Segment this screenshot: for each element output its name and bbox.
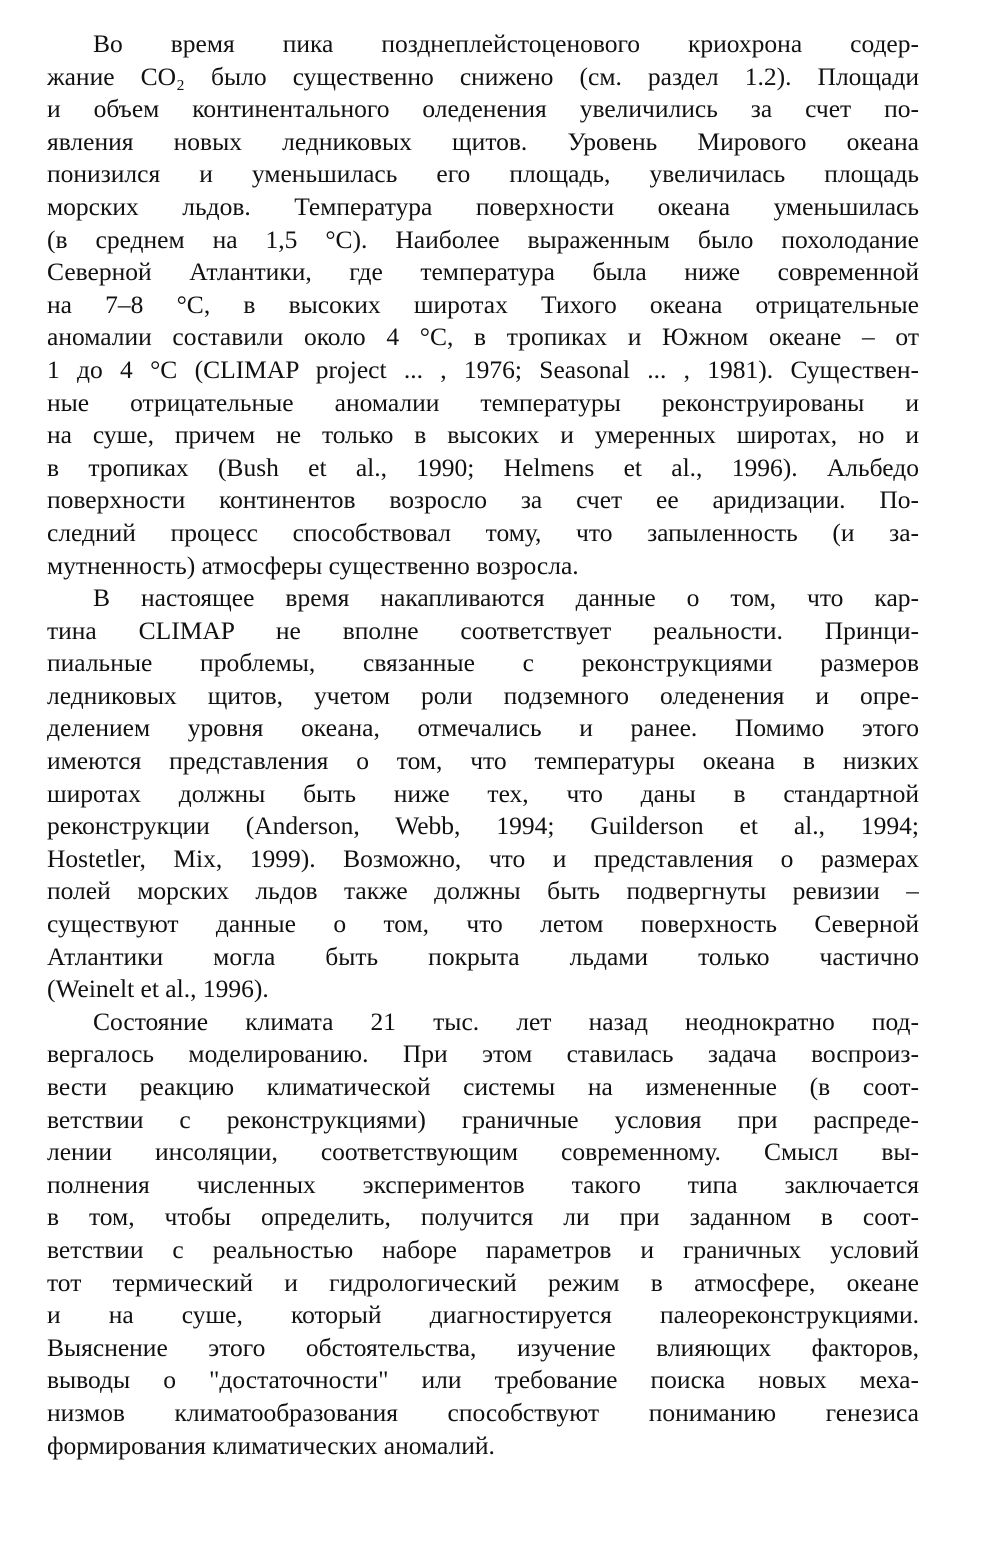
text-line: существуют данные о том, что летом поверхность Северной bbox=[47, 909, 919, 939]
text-line: аномалии составили около 4 °C, в тропиках и Южном океане – от bbox=[47, 322, 919, 352]
text-line: и на суше, который диагностируется палеореконструкциями. bbox=[47, 1300, 919, 1330]
text-line: поверхности континентов возросло за счет ее аридизации. По- bbox=[47, 485, 919, 515]
text-line: Атлантики могла быть покрыта льдами только частично bbox=[47, 941, 919, 971]
text-line: и объем континентального оледенения увеличились за счет по- bbox=[47, 94, 919, 124]
text-line: ледниковых щитов, учетом роли подземного оледенения и опре- bbox=[47, 680, 919, 710]
text-line: следний процесс способствовал тому, что запыленность (и за- bbox=[47, 517, 919, 547]
text-line: мутненность) атмосферы существенно возросла. bbox=[47, 550, 579, 580]
text-line: широтах должны быть ниже тех, что даны в стандартной bbox=[47, 778, 919, 808]
text-line: ные отрицательные аномалии температуры реконструированы и bbox=[47, 387, 919, 417]
text-line: жание CO₂ было существенно снижено (см. раздел 1.2). Площади bbox=[47, 61, 919, 91]
text-line: Северной Атлантики, где температура была ниже современной bbox=[47, 257, 919, 287]
text-line: (в среднем на 1,5 °C). Наиболее выраженным было похолодание bbox=[47, 224, 919, 254]
text-line: понизился и уменьшилась его площадь, увеличилась площадь bbox=[47, 159, 919, 189]
text-line: на суше, причем не только в высоких и умеренных широтах, но и bbox=[47, 420, 919, 450]
text-line: тот термический и гидрологический режим в атмосфере, океане bbox=[47, 1267, 919, 1297]
text-line: низмов климатообразования способствуют пониманию генезиса bbox=[47, 1397, 919, 1427]
text-line: полнения численных экспериментов такого типа заключается bbox=[47, 1169, 919, 1199]
text-line: тина CLIMAP не вполне соответствует реальности. Принци- bbox=[47, 615, 919, 645]
text-line: формирования климатических аномалий. bbox=[47, 1430, 495, 1460]
text-line: Состояние климата 21 тыс. лет назад неоднократно под- bbox=[93, 1006, 919, 1036]
text-line: В настоящее время накапливаются данные о том, что кар- bbox=[93, 583, 919, 613]
text-line: вергалось моделированию. При этом ставилась задача воспроиз- bbox=[47, 1039, 919, 1069]
text-line: имеются представления о том, что температуры океана в низких bbox=[47, 746, 919, 776]
paragraph-2 bbox=[47, 582, 919, 1006]
paragraph-3 bbox=[47, 1006, 919, 1462]
text-line: Hostetler, Mix, 1999). Возможно, что и представления о размерах bbox=[47, 843, 919, 873]
text-line: ветствии с реальностью наборе параметров и граничных условий bbox=[47, 1234, 919, 1264]
text-line: Выяснение этого обстоятельства, изучение влияющих факторов, bbox=[47, 1332, 919, 1362]
text-line: полей морских льдов также должны быть подвергнуты ревизии – bbox=[47, 876, 919, 906]
text-line: лении инсоляции, соответствующим современному. Смысл вы- bbox=[47, 1137, 919, 1167]
text-line: Во время пика позднеплейстоценового криохрона содер- bbox=[93, 29, 919, 58]
text-line: реконструкции (Anderson, Webb, 1994; Guilderson et al., 1994; bbox=[47, 811, 919, 841]
document-page bbox=[47, 28, 919, 1462]
text-line: вести реакцию климатической системы на измененные (в соот- bbox=[47, 1072, 919, 1101]
text-line: выводы о "достаточности" или требование поиска новых меха- bbox=[47, 1365, 919, 1395]
text-line: в том, чтобы определить, получится ли при заданном в соот- bbox=[47, 1202, 919, 1232]
text-line: ветствии с реконструкциями) граничные условия при распреде- bbox=[47, 1104, 919, 1134]
text-line: пиальные проблемы, связанные с реконструкциями размеров bbox=[47, 648, 919, 678]
text-line: 1 до 4 °C (CLIMAP project ... , 1976; Seasonal ... , 1981). Существен- bbox=[47, 354, 919, 384]
text-line: делением уровня океана, отмечались и ранее. Помимо этого bbox=[47, 713, 919, 743]
text-line: явления новых ледниковых щитов. Уровень Мирового океана bbox=[47, 126, 919, 156]
text-line: морских льдов. Температура поверхности океана уменьшилась bbox=[47, 191, 919, 221]
text-line: (Weinelt et al., 1996). bbox=[47, 974, 269, 1004]
paragraph-1 bbox=[47, 28, 919, 582]
text-line: на 7–8 °C, в высоких широтах Тихого океана отрицательные bbox=[47, 289, 919, 319]
text-line: в тропиках (Bush et al., 1990; Helmens et al., 1996). Альбедо bbox=[47, 452, 919, 482]
